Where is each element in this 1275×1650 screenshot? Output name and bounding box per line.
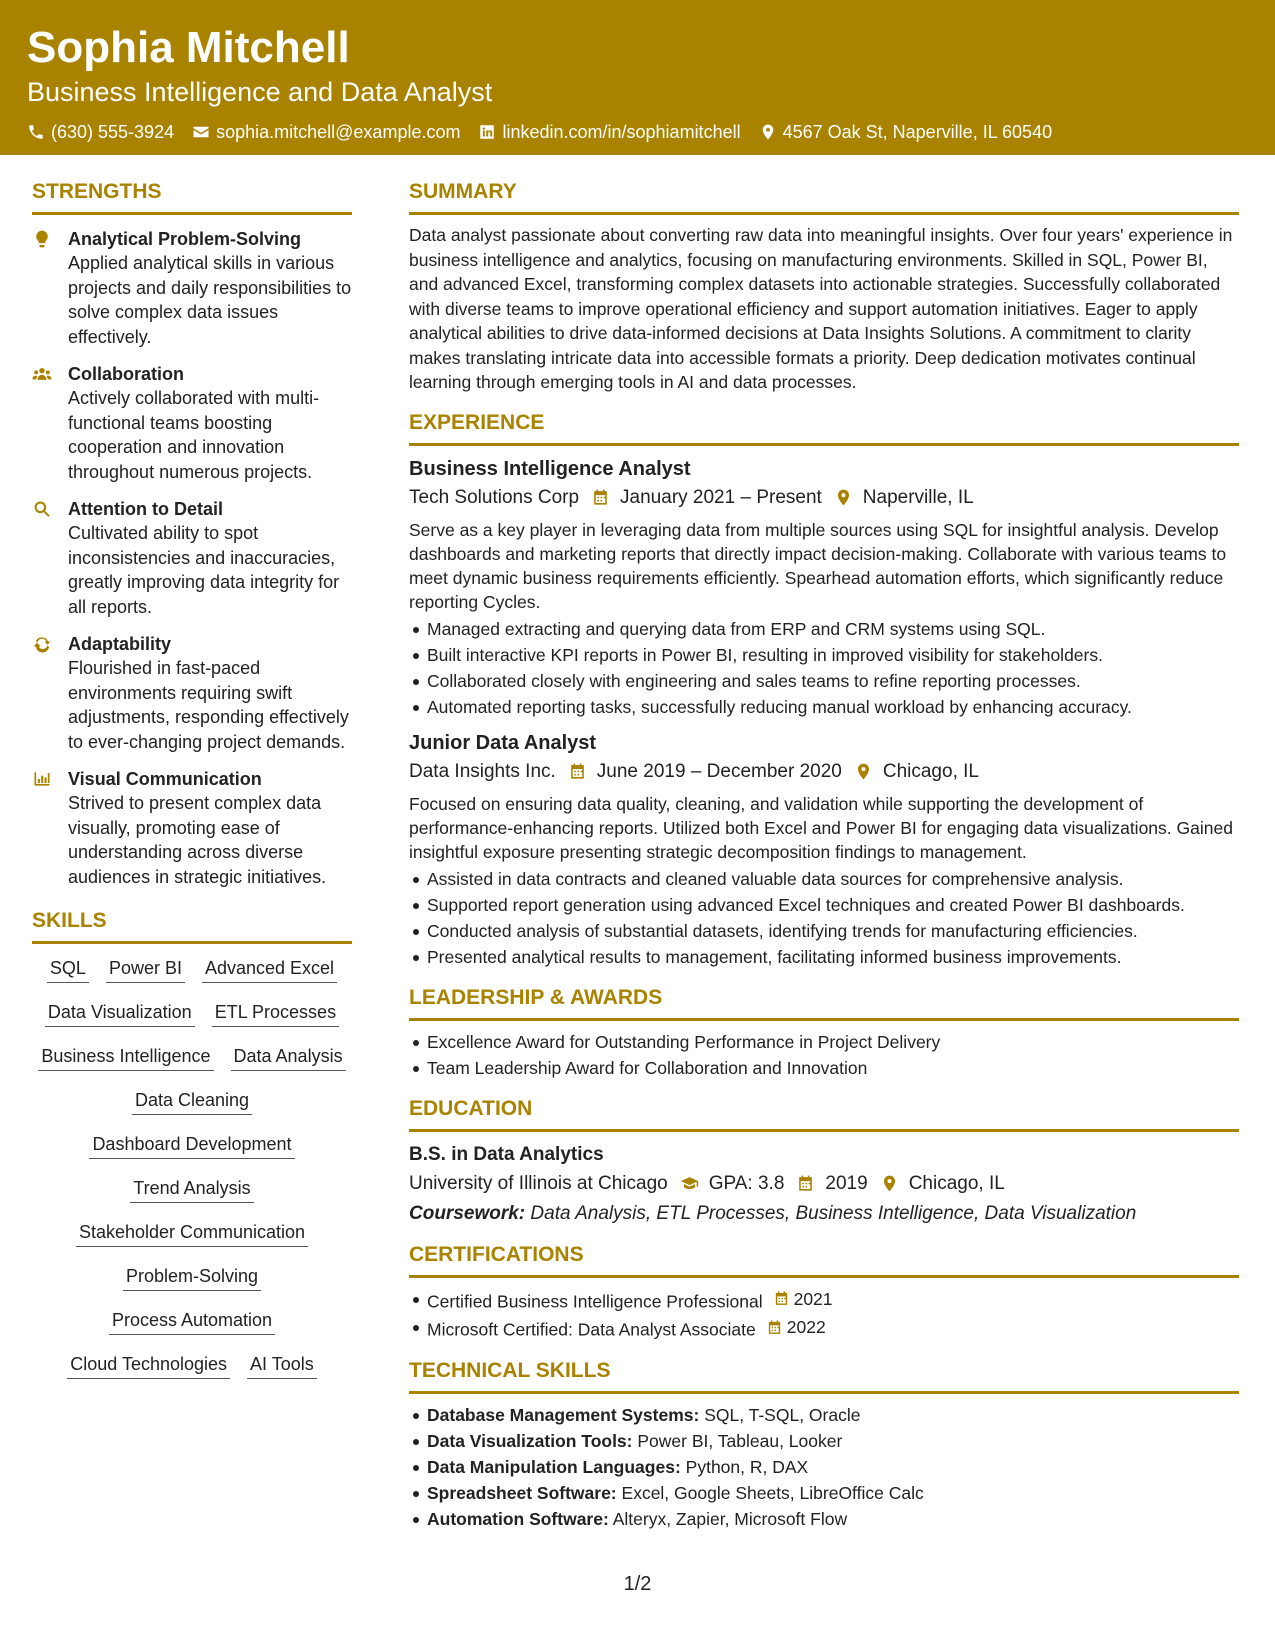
list-item: Automated reporting tasks, successfully reducing manual workload by enhancing accuracy. [409, 694, 1239, 720]
strength-item [32, 767, 352, 889]
technical-skills-heading: TECHNICAL SKILLS [409, 1357, 1239, 1394]
school-location: Chicago, IL [908, 1172, 1005, 1194]
tech-value: Power BI, Tableau, Looker [637, 1430, 843, 1451]
strength-desc: Strived to present complex data visually, promoting ease of understanding across diverse audiences in strategic initiatives. [68, 793, 327, 887]
job-bullets [409, 616, 1239, 720]
job-entry [409, 730, 1239, 970]
skill-tag: Stakeholder Communication [76, 1220, 308, 1247]
search-icon [32, 499, 52, 519]
job-dates: January 2021 – Present [620, 486, 822, 508]
cert-name: Microsoft Certified: Data Analyst Associate [427, 1319, 756, 1340]
job-dates: June 2019 – December 2020 [596, 760, 842, 782]
experience-heading: EXPERIENCE [409, 409, 1239, 446]
tech-value: Excel, Google Sheets, LibreOffice Calc [621, 1482, 924, 1503]
list-item: Conducted analysis of substantial datasets, identifying trends for manufacturing efficiencies. [409, 918, 1239, 944]
page-number: 1/2 [623, 1573, 652, 1595]
strength-item [32, 362, 352, 484]
map-marker-icon [759, 123, 777, 141]
strengths-heading: STRENGTHS [32, 178, 352, 215]
tech-label: Automation Software: [427, 1508, 609, 1529]
job-title: Business Intelligence Analyst [409, 457, 691, 480]
skill-tag: Advanced Excel [202, 956, 337, 983]
education-heading: EDUCATION [409, 1095, 1239, 1132]
list-item [409, 1428, 1239, 1454]
tech-value: Python, R, DAX [685, 1456, 809, 1477]
skill-tag: Power BI [106, 956, 185, 983]
coursework [409, 1201, 1239, 1227]
lightbulb-icon [32, 229, 52, 249]
job-title: Junior Data Analyst [409, 731, 597, 754]
email-text: sophia.mitchell@example.com [216, 122, 461, 142]
list-item: Team Leadership Award for Collaboration and Innovation [409, 1055, 1239, 1081]
leadership-list [409, 1029, 1239, 1081]
linkedin-icon [478, 123, 496, 141]
skill-tag: SQL [47, 956, 89, 983]
job-description: Serve as a key player in leveraging data from multiple sources using SQL for insightful analysis. Develop dashboards and marketing reports that directly impact decision-making. Collaborate with various teams to meet dynamic business requirements efficiently. Spearhead automation efforts, which significantly reduce reporting Cycles. [409, 519, 1227, 613]
strength-item [32, 632, 352, 754]
summary-heading: SUMMARY [409, 178, 1239, 215]
strength-desc: Applied analytical skills in various projects and daily responsibilities to solve complex data issues effectively. [68, 253, 352, 347]
strengths-list [32, 227, 352, 889]
cert-year: 2021 [793, 1288, 833, 1309]
strength-title: Adaptability [68, 634, 172, 654]
phone-text: (630) 555-3924 [51, 122, 175, 142]
skill-tag: Data Cleaning [132, 1088, 252, 1115]
skill-tag: Problem-Solving [123, 1264, 261, 1291]
job-meta [409, 485, 1239, 511]
education-meta [409, 1171, 1239, 1197]
job-entry [409, 456, 1239, 720]
job-location: Naperville, IL [862, 486, 974, 508]
tech-label: Database Management Systems: [427, 1404, 700, 1425]
list-item: Excellence Award for Outstanding Performance in Project Delivery [409, 1029, 1239, 1055]
skill-tag: AI Tools [247, 1352, 317, 1379]
cert-year: 2022 [786, 1317, 826, 1338]
calendar-icon [766, 1319, 783, 1336]
chart-bar-icon [32, 769, 52, 789]
list-item: Built interactive KPI reports in Power BI, resulting in improved visibility for stakeholders. [409, 642, 1239, 668]
skill-tag: Trend Analysis [130, 1176, 253, 1203]
list-item: Presented analytical results to management, facilitating informed business improvements. [409, 944, 1239, 970]
job-company: Data Insights Inc. [409, 760, 556, 782]
skill-tag: Data Visualization [45, 1000, 195, 1027]
calendar-icon [591, 488, 610, 507]
summary-text: Data analyst passionate about converting raw data into meaningful insights. Over four years' experience in business intelligence and analytics, focusing on manufacturing environments. Skilled in SQL, Power BI, and advanced Excel, transforming complex datasets into actionable strategies. Successfully collaborated with diverse teams to improve operational efficiency and support automation initiatives. Eager to apply analytical abilities to drive data-informed decisions at Data Insights Solutions. A commitment to clarity makes translating intricate data into accessible formats a priority. Deep dedication motivates continual learning through emerging tools in AI and data processes. [409, 225, 1233, 392]
tech-label: Spreadsheet Software: [427, 1482, 617, 1503]
cert-name: Certified Business Intelligence Professional [427, 1291, 763, 1312]
list-item [409, 1506, 1239, 1532]
skill-tag: ETL Processes [212, 1000, 339, 1027]
certifications-list [409, 1286, 1239, 1343]
strength-title: Attention to Detail [68, 499, 223, 519]
leadership-heading: LEADERSHIP & AWARDS [409, 984, 1239, 1021]
skill-tag: Cloud Technologies [67, 1352, 230, 1379]
degree-title: B.S. in Data Analytics [409, 1143, 604, 1165]
contact-email[interactable] [192, 120, 460, 144]
map-marker-icon [854, 762, 873, 781]
graduation-year: 2019 [825, 1172, 868, 1194]
contact-linkedin[interactable] [478, 120, 740, 144]
list-item [409, 1314, 1239, 1343]
coursework-text: Data Analysis, ETL Processes, Business Intelligence, Data Visualization [530, 1202, 1137, 1224]
list-item: Assisted in data contracts and cleaned valuable data sources for comprehensive analysis. [409, 866, 1239, 892]
certifications-heading: CERTIFICATIONS [409, 1241, 1239, 1278]
map-marker-icon [834, 488, 853, 507]
job-location: Chicago, IL [882, 760, 979, 782]
candidate-name: Sophia Mitchell [27, 23, 350, 72]
sync-icon [32, 634, 52, 654]
linkedin-text: linkedin.com/in/sophiamitchell [502, 122, 741, 142]
list-item [409, 1286, 1239, 1315]
gpa: GPA: 3.8 [708, 1172, 785, 1194]
right-column [409, 178, 1239, 1532]
job-meta [409, 759, 1239, 785]
list-item [409, 1480, 1239, 1506]
list-item [409, 1402, 1239, 1428]
strength-title: Visual Communication [68, 769, 262, 789]
strength-desc: Flourished in fast-paced environments requiring swift adjustments, responding effectively to ever-changing project demands. [68, 658, 349, 752]
resume-header [0, 0, 1275, 155]
calendar-icon [796, 1174, 815, 1193]
school-name: University of Illinois at Chicago [409, 1172, 668, 1194]
tech-value: SQL, T-SQL, Oracle [704, 1404, 861, 1425]
job-description: Focused on ensuring data quality, cleaning, and validation while supporting the development of performance-enhancing reports. Utilized both Excel and Power BI for engaging data visualizations. Gained insightful exposure presenting strategic decomposition findings to management. [409, 793, 1233, 863]
calendar-icon [773, 1290, 790, 1307]
skill-tag: Process Automation [109, 1308, 275, 1335]
envelope-icon [192, 123, 210, 141]
users-icon [32, 364, 52, 384]
phone-icon [27, 123, 45, 141]
skills-heading: SKILLS [32, 907, 352, 944]
strength-title: Collaboration [68, 364, 184, 384]
skills-list [32, 956, 352, 1379]
list-item: Collaborated closely with engineering and sales teams to refine reporting processes. [409, 668, 1239, 694]
job-company: Tech Solutions Corp [409, 486, 580, 508]
list-item: Supported report generation using advanced Excel techniques and created Power BI dashboards. [409, 892, 1239, 918]
strength-desc: Cultivated ability to spot inconsistencies and inaccuracies, greatly improving data integrity for all reports. [68, 523, 340, 617]
coursework-label: Coursework: [409, 1202, 526, 1224]
tech-value: Alteryx, Zapier, Microsoft Flow [612, 1508, 848, 1529]
contact-phone[interactable] [27, 120, 174, 144]
job-bullets [409, 866, 1239, 970]
map-marker-icon [880, 1174, 899, 1193]
tech-label: Data Visualization Tools: [427, 1430, 633, 1451]
contact-address [759, 120, 1053, 144]
technical-skills-list [409, 1402, 1239, 1532]
calendar-icon [568, 762, 587, 781]
strength-item [32, 227, 352, 349]
left-column [32, 178, 352, 1379]
tech-label: Data Manipulation Languages: [427, 1456, 681, 1477]
skill-tag: Business Intelligence [38, 1044, 213, 1071]
strength-title: Analytical Problem-Solving [68, 229, 302, 249]
strength-item [32, 497, 352, 619]
strength-desc: Actively collaborated with multi-functional teams boosting cooperation and innovation throughout numerous projects. [68, 388, 320, 482]
skill-tag: Data Analysis [231, 1044, 346, 1071]
candidate-title: Business Intelligence and Data Analyst [27, 77, 493, 107]
graduation-cap-icon [680, 1174, 699, 1193]
list-item: Managed extracting and querying data from ERP and CRM systems using SQL. [409, 616, 1239, 642]
list-item [409, 1454, 1239, 1480]
skill-tag: Dashboard Development [89, 1132, 294, 1159]
address-text: 4567 Oak St, Naperville, IL 60540 [782, 122, 1053, 142]
contact-bar [27, 120, 1248, 144]
